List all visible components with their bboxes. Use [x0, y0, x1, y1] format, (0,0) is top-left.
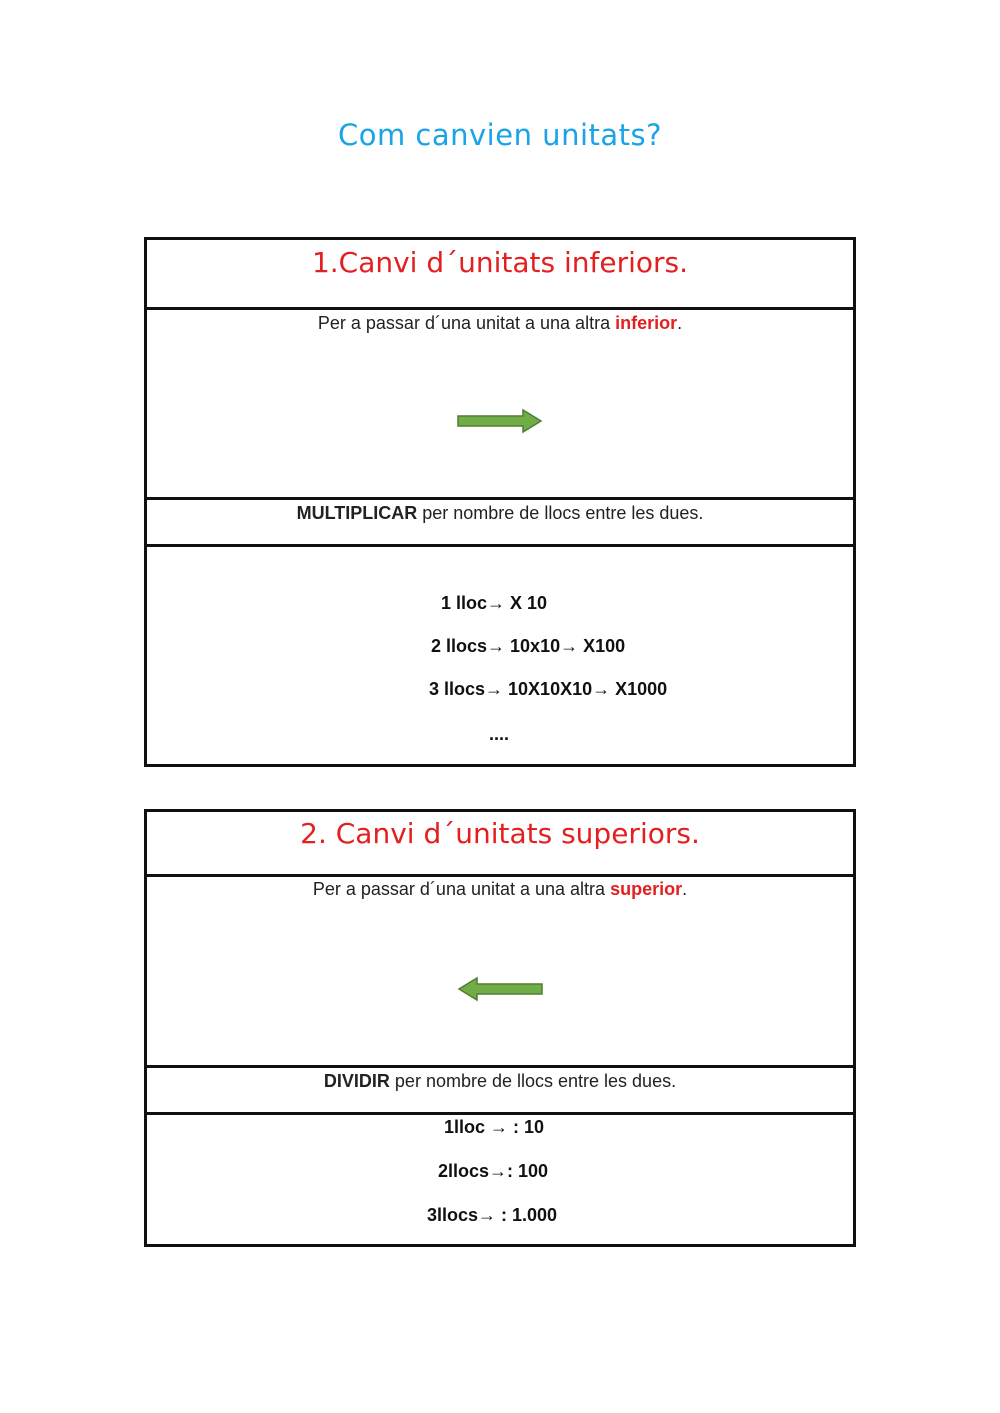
- section-inferior-units: [144, 237, 856, 767]
- action-verb: MULTIPLICAR: [296, 503, 418, 523]
- divider: [147, 1065, 853, 1068]
- intro-highlight: inferior: [615, 313, 678, 333]
- intro-suffix: .: [682, 879, 688, 899]
- rule-line: 1lloc → : 10: [444, 1117, 545, 1137]
- intro-suffix: .: [677, 313, 683, 333]
- rule-line: 1 lloc→ X 10: [441, 593, 548, 613]
- divider: [147, 544, 853, 547]
- intro-prefix: Per a passar d´una unitat a una altra: [317, 313, 616, 333]
- intro-text: [147, 879, 853, 900]
- divider: [147, 874, 853, 877]
- intro-text: [147, 313, 853, 334]
- intro-prefix: Per a passar d´una unitat a una altra: [312, 879, 611, 899]
- rule-line: 3 llocs→ 10X10X10→ X1000: [429, 679, 668, 699]
- section-heading: 1.Canvi d´unitats inferiors.: [311, 246, 689, 279]
- section-superior-units: [144, 809, 856, 1247]
- intro-highlight: superior: [610, 879, 683, 899]
- action-rest: per nombre de llocs entre les dues.: [417, 503, 704, 523]
- action-text: [147, 503, 853, 524]
- divider: [147, 497, 853, 500]
- action-rest: per nombre de llocs entre les dues.: [389, 1071, 677, 1091]
- arrow-right-icon: [457, 408, 543, 434]
- arrow-left-icon: [457, 976, 543, 1002]
- rule-line: ....: [489, 724, 510, 744]
- rule-line: 2llocs→: 100: [438, 1161, 549, 1181]
- rule-line: 2 llocs→ 10x10→ X100: [431, 636, 626, 656]
- divider: [147, 307, 853, 310]
- rule-line: 3llocs→ : 1.000: [427, 1205, 558, 1225]
- divider: [147, 1112, 853, 1115]
- page-title: Com canvien unitats?: [337, 118, 663, 152]
- action-text: [147, 1071, 853, 1092]
- section-heading: 2. Canvi d´unitats superiors.: [300, 817, 700, 850]
- action-verb: DIVIDIR: [323, 1071, 390, 1091]
